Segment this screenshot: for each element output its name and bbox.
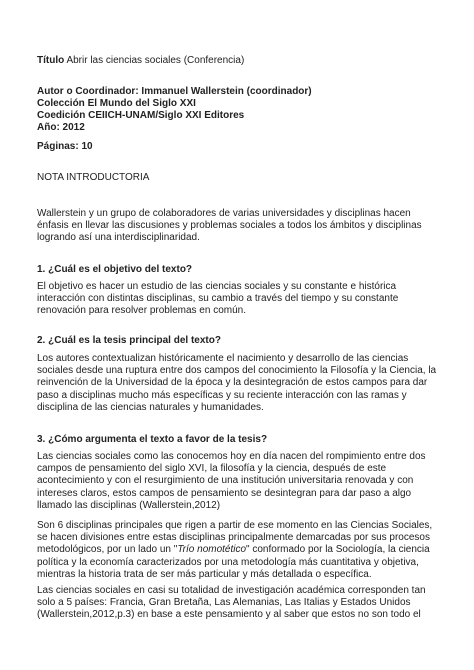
pages-line: Páginas: 10 [37,141,93,152]
paragraph-2-text-start: Son 6 disciplinas principales que rigen a partir de ese momento en las Ciencias Sociales, se hacen divisiones entre estas disciplinas principalmente demarcadas por sus procesos metodológicos, por un lado un " [37,520,433,556]
question-3-heading: 3. ¿Cómo argumenta el texto a favor de la tesis? [37,434,268,445]
question-2-answer: Los autores contextualizan históricamente el nacimiento y desarrollo de las ciencias sociales desde una ruptura entre dos campos del conocimiento la Filosofía y la Ciencia, la reinvención de la Universidad de la época y la desintegración de estos campos para dar paso a disciplinas mucho más específicas y su reciente interacción con las ramas y disciplina de las ciencias naturales y humanidades. [37,353,437,413]
coedition-line: Coedición CEIICH-UNAM/Siglo XXI Editores [37,110,245,121]
paragraph-2-text-end: " conformado por la Sociología, la ciencia política y la economía caracterizados por una metodología más cuantitativa y objetiva, mientras la historia trata de ser más particular y más detallada o específica. [37,544,430,580]
question-1-heading: 1. ¿Cuál es el objetivo del texto? [37,264,193,275]
title-value: Abrir las ciencias sociales (Conferencia) [64,55,245,66]
title-line [37,55,437,67]
intro-heading: NOTA INTRODUCTORIA [37,172,150,183]
author-line: Autor o Coordinador: Immanuel Wallerstein (coordinador) [37,86,312,97]
question-3-paragraph-2 [37,520,437,581]
question-3-paragraph-1: Las ciencias sociales como las conocemos hoy en día nacen del rompimiento entre dos campos de pensamiento del siglo XVI, la filosofía y la ciencia, después de este acontecimiento y con el resurgimiento de una institución universitaria renovada y con intereses claros, estos campos de pensamiento se desintegran para dar paso a algo llamado las disciplinas (Wallerstein,2012) [37,451,426,511]
question-2-heading: 2. ¿Cuál es la tesis principal del texto? [37,335,221,346]
question-1-answer: El objetivo es hacer un estudio de las ciencias sociales y su constante e histórica interacción con distintas disciplinas, su cambio a través del tiempo y su constante renovación para resolver problemas en común. [37,281,399,317]
trio-nomotetico-term: Trío nomotético [177,544,247,556]
collection-line: Colección El Mundo del Siglo XXI [37,98,196,109]
intro-paragraph: Wallerstein y un grupo de colaboradores de varias universidades y disciplinas hacen énfasis en llevar las discusiones y problemas sociales a todos los ámbitos y disciplinas logrando así una interdisciplinaridad. [37,208,422,244]
title-label: Título [37,55,65,66]
year-line: Año: 2012 [37,122,85,133]
question-3-paragraph-3: Las ciencias sociales en casi su totalidad de investigación académica corresponden tan solo a 5 países: Francia, Gran Bretaña, Las Alemanias, Las Italias y Estados Unidos (Wallerstein,2012,p.3) en base a este pensamiento y al saber que estos no son todo el [37,585,426,621]
